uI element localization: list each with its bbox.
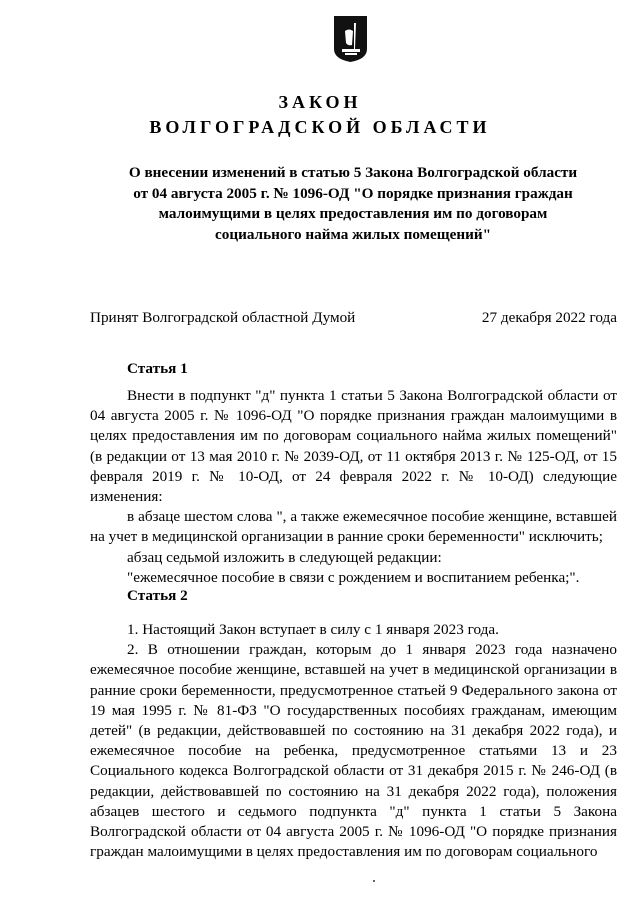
article-1-body — [90, 386, 617, 588]
article-2-paragraph: 2. В отношении граждан, которым до 1 января 2023 года назначено ежемесячное пособие женщине, вставшей на учет в медицинской организации в ранние сроки беременности, предусмотренное статьей 9 Федерального закона от 19 мая 1995 г. № 81-ФЗ "О государственных пособиях гражданам, имеющим детей" (в редакции, действовавшей по состоянию на 31 декабря 2022 года), и ежемесячное пособие на ребенка, предусмотренное статьями 13 и 23 Социального кодекса Волгоградской области от 31 декабря 2015 г. № 246-ОД (в редакции, действовавшей по состоянию на 31 декабря 2022 года), положения абзацев шестого и седьмого подпункта "д" пункта 1 статьи 5 Закона Волгоградской области от 04 августа 2005 г. № 1096-ОД "О порядке признания граждан малоимущими в целях предоставления им по договорам социального — [90, 641, 617, 861]
document-type-title: ЗАКОН — [278, 92, 362, 112]
issuing-region-title: ВОЛГОГРАДСКОЙ ОБЛАСТИ — [149, 117, 491, 137]
article-1-paragraph: Внести в подпункт "д" пункта 1 статьи 5 Закона Волгоградской области от 04 августа 2005 г. № 1096-ОД "О порядке признания граждан малоимущими в целях предоставления им по договорам социального найма жилых помещений" (в редакции от 13 мая 2010 г. № 2039-ОД, от 11 октября 2013 г. № 125-ОД, от 15 февраля 2019 г. № 10-ОД, от 24 февраля 2022 г. № 10-ОД) следующие изменения: — [90, 387, 617, 506]
coat-of-arms-icon — [333, 15, 368, 63]
adoption-line — [90, 309, 617, 327]
adopted-by: Принят Волгоградской областной Думой — [90, 309, 356, 326]
article-2-title: Статья 2 — [127, 587, 188, 604]
article-1-title: Статья 1 — [127, 360, 188, 377]
article-2-paragraph: 1. Настоящий Закон вступает в силу с 1 января 2023 года. — [127, 621, 499, 638]
article-2-body — [90, 620, 617, 862]
adoption-date: 27 декабря 2022 года — [481, 309, 617, 326]
article-1-paragraph: в абзаце шестом слова ", а также ежемесячное пособие женщине, вставшей на учет в медицинской организации в ранние сроки беременности" исключить; — [90, 508, 617, 546]
law-subject-title: О внесении изменений в статью 5 Закона Волгоградской области от 04 августа 2005 г. № 1096-ОД "О порядке признания граждан малоимущими в целях предоставления им по договорам социального найма жилых помещений" — [128, 164, 578, 243]
article-1-paragraph: абзац седьмой изложить в следующей редакции: — [127, 548, 442, 566]
scan-speck — [373, 880, 375, 882]
article-1-paragraph: "ежемесячное пособие в связи с рождением и воспитанием ребенка;". — [127, 568, 580, 586]
